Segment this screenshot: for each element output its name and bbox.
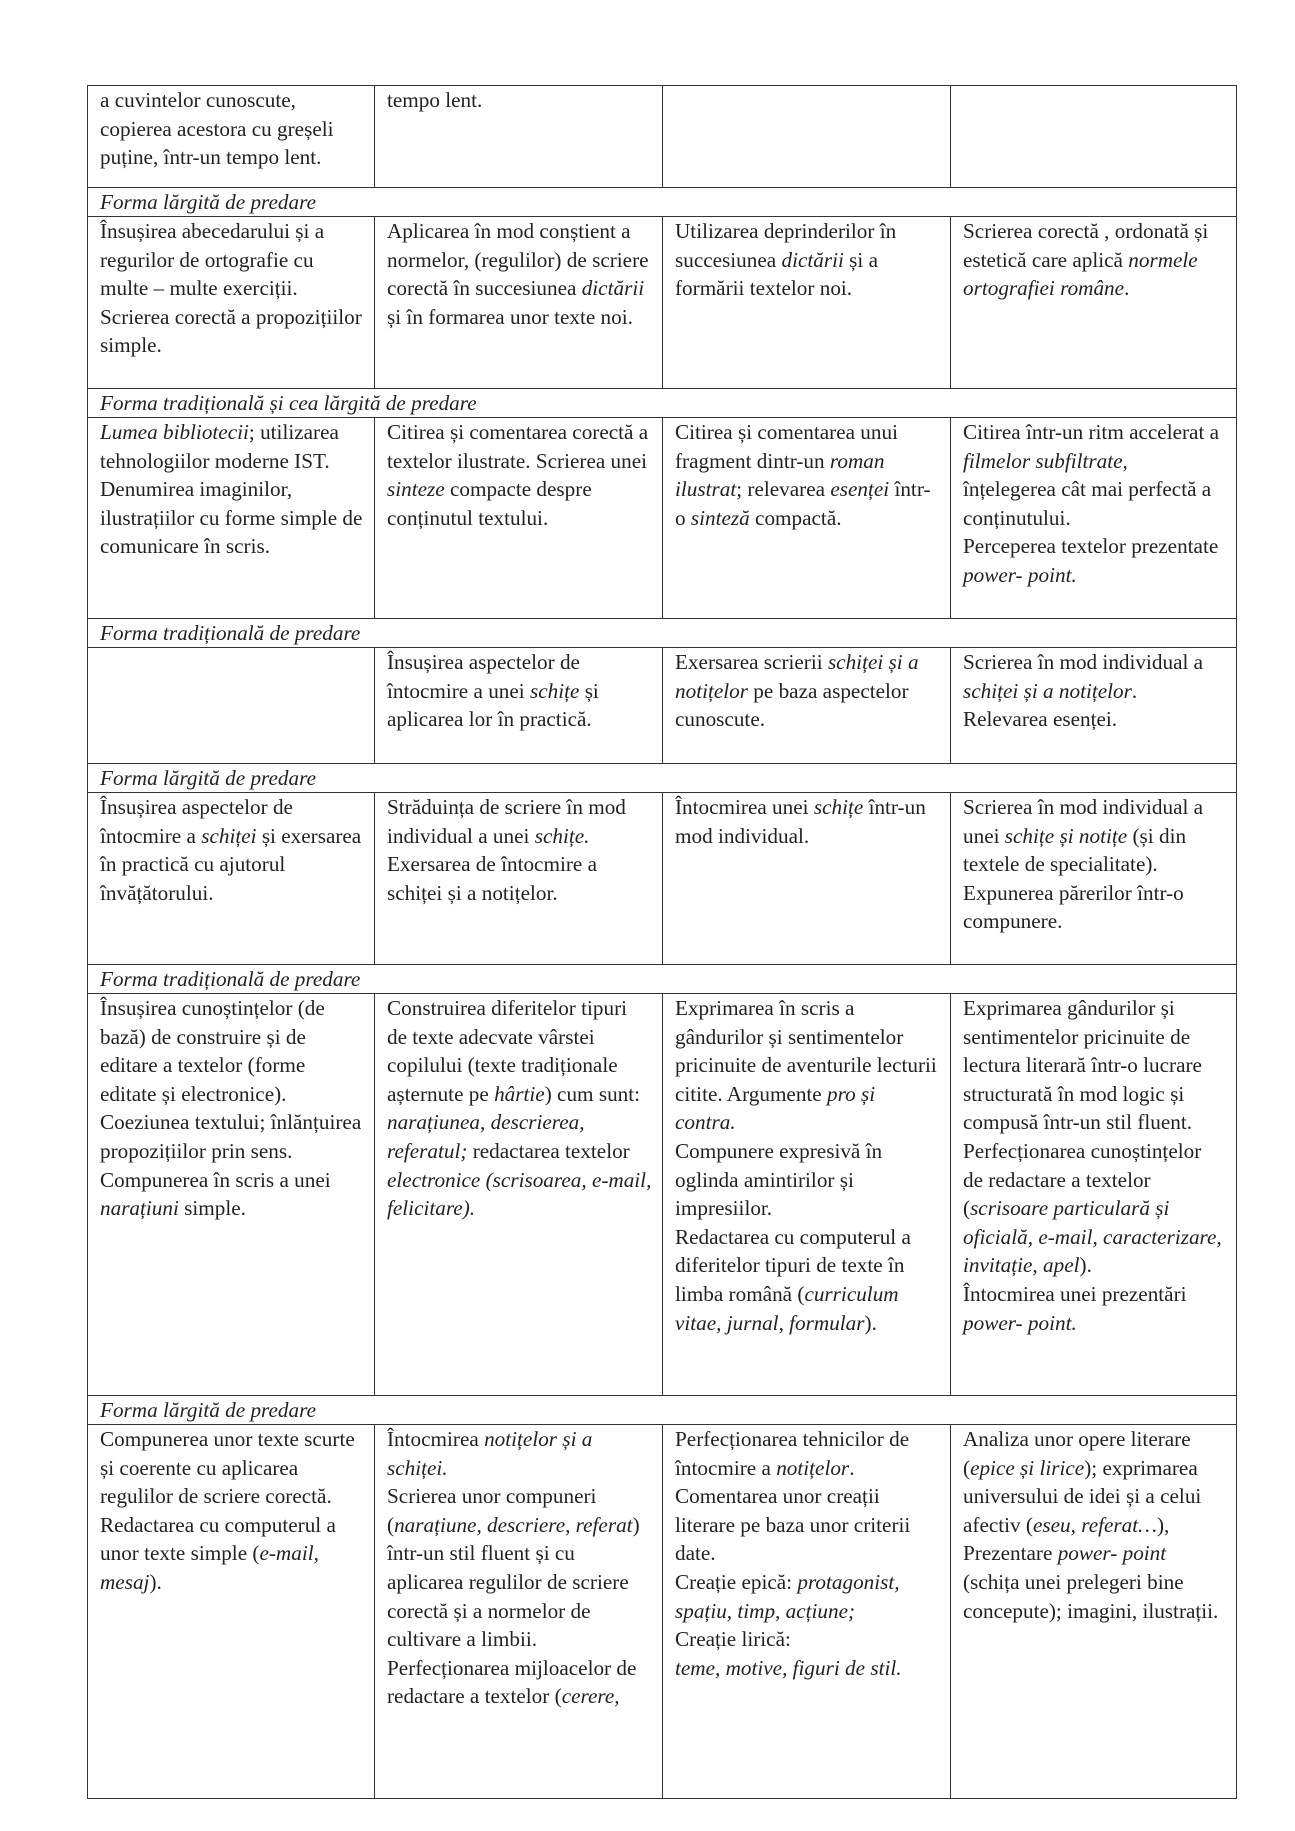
section-row bbox=[88, 188, 1237, 217]
table-cell: Perfecționarea tehnicilor de întocmire a notițelor. Comentarea unor creații literare pe baza unor criterii date. Creație epică: protagonist, spațiu, timp, acțiune; Creație lirică: teme, motive, figuri de stil. bbox=[663, 1425, 951, 1799]
section-heading: Forma tradițională de predare bbox=[88, 619, 1237, 648]
section-heading: Forma lărgită de predare bbox=[88, 1396, 1237, 1425]
curriculum-table bbox=[87, 85, 1237, 1799]
table-cell: Citirea și comentarea unui fragment dintr-un roman ilustrat; relevarea esenței într-o sinteză compactă. bbox=[663, 418, 951, 619]
table-cell: Însușirea abecedarului și a regurilor de ortografie cu multe – multe exerciții. Scrierea corectă a propozițiilor simple. bbox=[88, 217, 375, 389]
table-cell: a cuvintelor cunoscute, copierea acestora cu greșeli puține, într-un tempo lent. bbox=[88, 86, 375, 188]
table-cell: Străduința de scriere în mod individual a unei schițe. Exersarea de întocmire a schiței și a notițelor. bbox=[375, 793, 663, 965]
table-cell: Aplicarea în mod conștient a normelor, (regulilor) de scriere corectă în succesiunea dictării și în formarea unor texte noi. bbox=[375, 217, 663, 389]
table-row bbox=[88, 217, 1237, 389]
section-row bbox=[88, 965, 1237, 994]
table-cell: Exprimarea gândurilor și sentimentelor pricinuite de lectura literară într-o lucrare structurată în mod logic și compusă într-un stil fluent. Perfecționarea cunoștințelor de redactare a textelor (scrisoare particulară și oficială, e-mail, caracterizare, invitație, apel). Întocmirea unei prezentări power- point. bbox=[951, 994, 1237, 1396]
table-cell: Însușirea aspectelor de întocmire a unei schițe și aplicarea lor în practică. bbox=[375, 648, 663, 764]
table-cell: Citirea și comentarea corectă a textelor ilustrate. Scrierea unei sinteze compacte despre conținutul textului. bbox=[375, 418, 663, 619]
section-row bbox=[88, 389, 1237, 418]
table-cell: Scrierea corectă , ordonată și estetică care aplică normele ortografiei române. bbox=[951, 217, 1237, 389]
table-cell: Lumea bibliotecii; utilizarea tehnologiilor moderne IST. Denumirea imaginilor, ilustrațiilor cu forme simple de comunicare în scris. bbox=[88, 418, 375, 619]
section-row bbox=[88, 619, 1237, 648]
section-row bbox=[88, 764, 1237, 793]
section-heading: Forma tradițională de predare bbox=[88, 965, 1237, 994]
table-cell bbox=[951, 86, 1237, 188]
table-cell: Scrierea în mod individual a schiței și a notițelor. Relevarea esenței. bbox=[951, 648, 1237, 764]
table-cell: Însușirea cunoștințelor (de bază) de construire și de editare a textelor (forme editate și electronice). Coeziunea textului; înlănțuirea propozițiilor prin sens. Compunerea în scris a unei narațiuni simple. bbox=[88, 994, 375, 1396]
table-cell: Întocmirea unei schițe într-un mod individual. bbox=[663, 793, 951, 965]
table-cell: tempo lent. bbox=[375, 86, 663, 188]
table-row bbox=[88, 418, 1237, 619]
section-heading: Forma tradițională și cea lărgită de predare bbox=[88, 389, 1237, 418]
table-cell: Utilizarea deprinderilor în succesiunea dictării și a formării textelor noi. bbox=[663, 217, 951, 389]
table-cell: Exersarea scrierii schiței și a notițelor pe baza aspectelor cunoscute. bbox=[663, 648, 951, 764]
section-row bbox=[88, 1396, 1237, 1425]
section-heading: Forma lărgită de predare bbox=[88, 764, 1237, 793]
section-heading: Forma lărgită de predare bbox=[88, 188, 1237, 217]
table-cell: Analiza unor opere literare (epice și lirice); exprimarea universului de idei și a celui afectiv (eseu, referat…), Prezentare power- point (schița unei prelegeri bine concepute); imagini, ilustrații. bbox=[951, 1425, 1237, 1799]
table-cell bbox=[88, 648, 375, 764]
table-cell bbox=[663, 86, 951, 188]
table-cell: Construirea diferitelor tipuri de texte adecvate vârstei copilului (texte tradiționale așternute pe hârtie) cum sunt: narațiunea, descrierea, referatul; redactarea textelor electronice (scrisoarea, e-mail, felicitare). bbox=[375, 994, 663, 1396]
table-row bbox=[88, 86, 1237, 188]
table-cell: Citirea într-un ritm accelerat a filmelor subfiltrate, înțelegerea cât mai perfectă a conținutului. Perceperea textelor prezentate power- point. bbox=[951, 418, 1237, 619]
table-row bbox=[88, 793, 1237, 965]
table-row bbox=[88, 648, 1237, 764]
table-body bbox=[88, 86, 1237, 1799]
table-row bbox=[88, 1425, 1237, 1799]
table-cell: Scrierea în mod individual a unei schițe și notițe (și din textele de specialitate). Expunerea părerilor într-o compunere. bbox=[951, 793, 1237, 965]
table-cell: Exprimarea în scris a gândurilor și sentimentelor pricinuite de aventurile lecturii citite. Argumente pro și contra. Compunere expresivă în oglinda amintirilor și impresiilor. Redactarea cu computerul a diferitelor tipuri de texte în limba română (curriculum vitae, jurnal, formular). bbox=[663, 994, 951, 1396]
table-cell: Întocmirea notițelor și a schiței. Scrierea unor compuneri (narațiune, descriere, referat) într-un stil fluent și cu aplicarea regulilor de scriere corectă și a normelor de cultivare a limbii. Perfecționarea mijloacelor de redactare a textelor (cerere, bbox=[375, 1425, 663, 1799]
table-row bbox=[88, 994, 1237, 1396]
table-cell: Compunerea unor texte scurte și coerente cu aplicarea regulilor de scriere corectă. Redactarea cu computerul a unor texte simple (e-mail, mesaj). bbox=[88, 1425, 375, 1799]
table-cell: Însușirea aspectelor de întocmire a schiței și exersarea în practică cu ajutorul învățătorului. bbox=[88, 793, 375, 965]
